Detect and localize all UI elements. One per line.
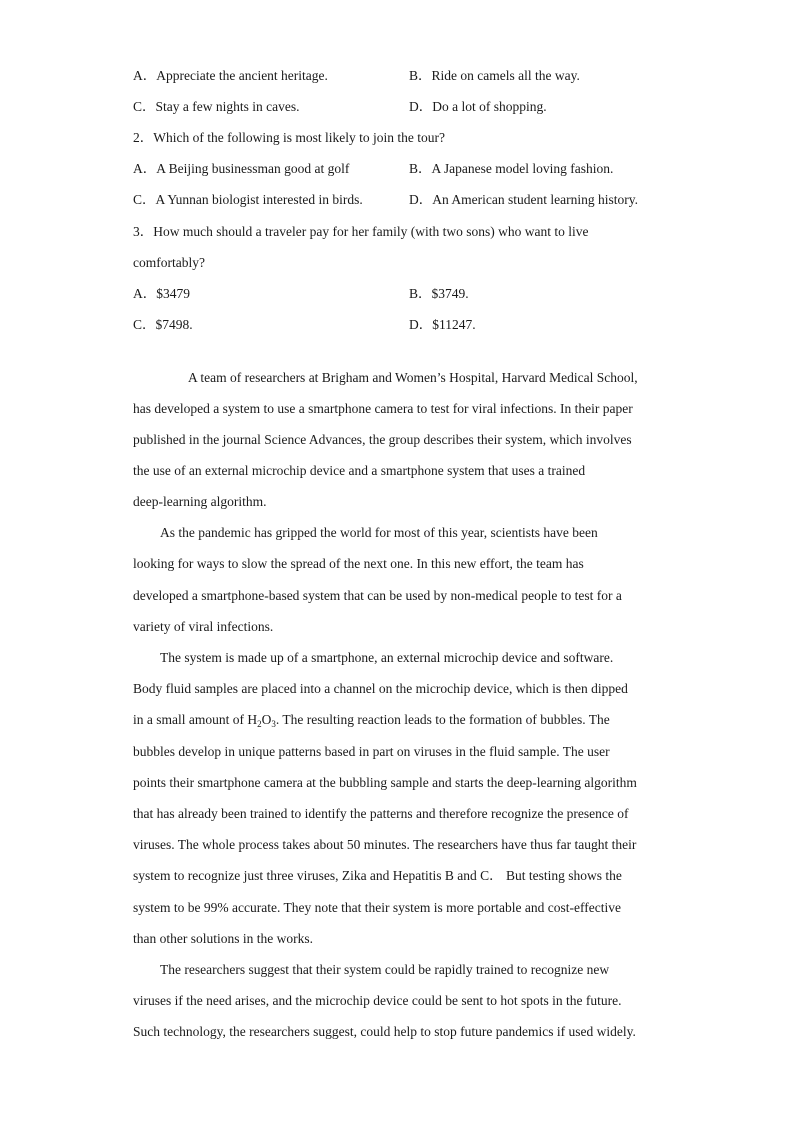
p3-line-4: bubbles develop in unique patterns based in part on viruses in the fluid sample. The user <box>133 744 610 759</box>
p3-line-3-post: . The resulting reaction leads to the formation of bubbles. The <box>275 712 610 727</box>
p4-line-1: The researchers suggest that their system could be rapidly trained to recognize new <box>160 962 610 977</box>
q3-option-d: D．$11247. <box>409 317 476 332</box>
p3-line-3 <box>133 710 610 730</box>
q3-option-c: C．$7498. <box>133 317 193 332</box>
p3-line-10: than other solutions in the works. <box>133 931 313 946</box>
q2-option-c: C．A Yunnan biologist interested in birds. <box>133 192 363 207</box>
q2-option-d: D．An American student learning history. <box>409 192 638 207</box>
p3-line-8: system to recognize just three viruses, Zika and Hepatitis B and C． But testing shows the <box>133 868 622 883</box>
p3-line-1: The system is made up of a smartphone, an external microchip device and software. <box>160 650 614 665</box>
q2-option-b: B．A Japanese model loving fashion. <box>409 161 614 176</box>
p3-line-3-pre: in a small amount of H <box>133 712 258 727</box>
p1-line-2: has developed a system to use a smartphone camera to test for viral infections. In their paper <box>133 401 633 416</box>
p3-line-5: points their smartphone camera at the bubbling sample and starts the deep-learning algorithm <box>133 775 637 790</box>
q3-option-b: B．$3749. <box>409 286 469 301</box>
p2-line-2: looking for ways to slow the spread of the next one. In this new effort, the team has <box>133 556 584 571</box>
q2-option-a: A．A Beijing businessman good at golf <box>133 161 350 176</box>
q1-option-a: A．Appreciate the ancient heritage. <box>133 68 328 83</box>
p3-line-2: Body fluid samples are placed into a channel on the microchip device, which is then dipped <box>133 681 628 696</box>
chem-subscript-2: 3 <box>271 719 276 729</box>
chem-subscript-1: 2 <box>257 719 262 729</box>
q3-stem-line-2: comfortably? <box>133 255 205 270</box>
p3-line-7: viruses. The whole process takes about 50 minutes. The researchers have thus far taught their <box>133 837 637 852</box>
p2-line-1: As the pandemic has gripped the world for most of this year, scientists have been <box>160 525 598 540</box>
p3-line-3-mid: O <box>261 712 272 727</box>
p2-line-3: developed a smartphone-based system that can be used by non-medical people to test for a <box>133 588 622 603</box>
p4-line-3: Such technology, the researchers suggest, could help to stop future pandemics if used widely. <box>133 1024 636 1039</box>
q3-stem-line-1: 3．How much should a traveler pay for her family (with two sons) who want to live <box>133 224 589 239</box>
q1-option-c: C．Stay a few nights in caves. <box>133 99 300 114</box>
q1-option-d: D．Do a lot of shopping. <box>409 99 547 114</box>
p1-line-5: deep-learning algorithm. <box>133 494 267 509</box>
p1-line-4: the use of an external microchip device and a smartphone system that uses a trained <box>133 463 586 478</box>
p3-line-6: that has already been trained to identify the patterns and therefore recognize the presence of <box>133 806 629 821</box>
q3-option-a: A．$3479 <box>133 286 190 301</box>
p3-line-9: system to be 99% accurate. They note that their system is more portable and cost-effective <box>133 900 621 915</box>
p2-line-4: variety of viral infections. <box>133 619 274 634</box>
p1-line-3: published in the journal Science Advances, the group describes their system, which involves <box>133 432 632 447</box>
q1-option-b: B．Ride on camels all the way. <box>409 68 580 83</box>
p1-line-1: A team of researchers at Brigham and Women’s Hospital, Harvard Medical School, <box>188 370 638 385</box>
p4-line-2: viruses if the need arises, and the microchip device could be sent to hot spots in the future. <box>133 993 622 1008</box>
q2-stem: 2．Which of the following is most likely to join the tour? <box>133 130 445 145</box>
